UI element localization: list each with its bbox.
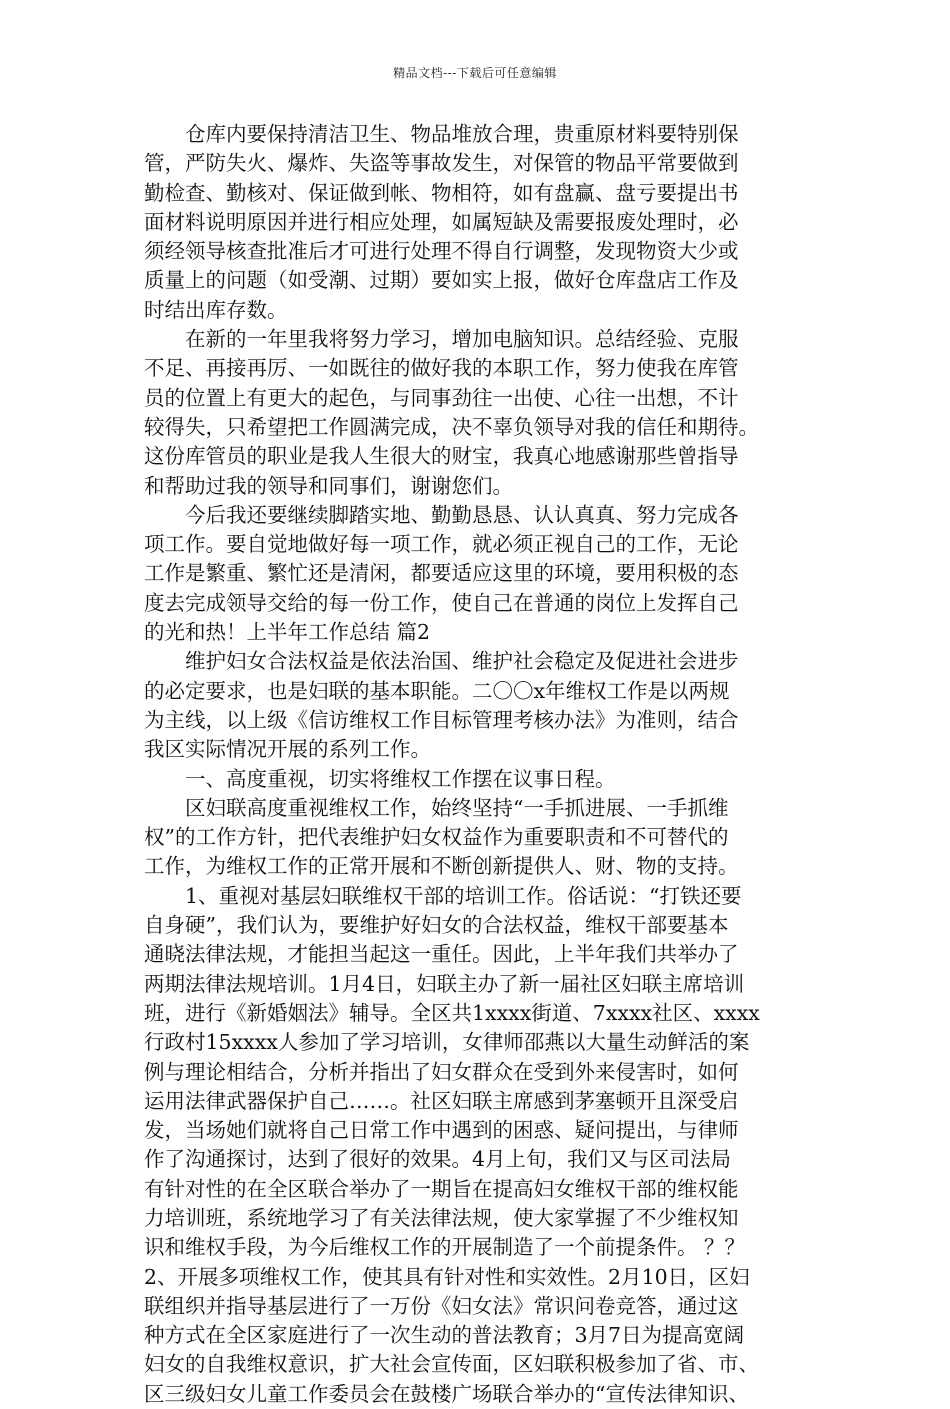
text-line: 班，进行《新婚姻法》辅导。全区共1xxxx街道、7xxxx社区、xxxx [144,1000,760,1025]
text-line: 工作，为维权工作的正常开展和不断创新提供人、财、物的支持。 [144,854,739,879]
text-line: 度去完成领导交给的每一份工作，使自己在普通的岗位上发挥自己 [144,590,739,615]
text-line: 2、开展多项维权工作，使其具有针对性和实效性。2月10日，区妇 [144,1264,750,1289]
text-line: 管，严防失火、爆炸、失盗等事故发生，对保管的物品平常要做到 [144,151,739,176]
text-line: 这份库管员的职业是我人生很大的财宝，我真心地感谢那些曾指导 [144,444,739,469]
text-line: 力培训班，系统地学习了有关法律法规，使大家掌握了不少维权知 [144,1205,739,1230]
text-line: 例与理论相结合，分析并指出了妇女群众在受到外来侵害时，如何 [144,1059,739,1084]
text-line: 有针对性的在全区联合举办了一期旨在提高妇女维权干部的维权能 [144,1176,739,1201]
text-line: 发，当场她们就将自己日常工作中遇到的困惑、疑问提出，与律师 [144,1118,739,1143]
text-line: 在新的一年里我将努力学习，增加电脑知识。总结经验、克服 [144,327,739,352]
text-line: 的光和热！上半年工作总结 篇2 [144,620,431,645]
text-line: 仓库内要保持清洁卫生、物品堆放合理，贵重原材料要特别保 [144,122,739,146]
text-line: 不足、再接再厉、一如既往的做好我的本职工作，努力使我在库管 [144,356,739,381]
text-line: 质量上的问题（如受潮、过期）要如实上报，做好仓库盘店工作及 [144,268,739,293]
text-line: 今后我还要继续脚踏实地、勤勤恳恳、认认真真、努力完成各 [144,502,739,527]
text-line: 我区实际情况开展的系列工作。 [144,737,431,762]
text-line: 妇女的自我维权意识，扩大社会宣传面，区妇联积极参加了省、市、 [144,1352,759,1377]
text-line: 种方式在全区家庭进行了一次生动的普法教育；3月7日为提高宽阔 [144,1323,745,1348]
text-line: 员的位置上有更大的起色，与同事劲往一出使、心往一出想，不计 [144,385,739,410]
text-line: 区妇联高度重视维权工作，始终坚持“一手抓进展、一手抓维 [144,795,729,820]
page-header: 精品文档---下载后可任意编辑 [393,66,557,80]
text-line: 联组织并指导基层进行了一万份《妇女法》常识问卷竞答，通过这 [144,1293,739,1318]
text-line: 和帮助过我的领导和同事们，谢谢您们。 [144,473,513,498]
text-line: 权”的工作方针，把代表维护妇女权益作为重要职责和不可替代的 [144,825,729,850]
text-line: 勤检查、勤核对、保证做到帐、物相符，如有盘赢、盘亏要提出书 [144,180,739,205]
text-line: 1、重视对基层妇联维权干部的培训工作。俗话说：“打铁还要 [144,883,742,908]
text-line: 运用法律武器保护自己……。社区妇联主席感到茅塞顿开且深受启 [144,1088,739,1113]
text-line: 时结出库存数。 [144,297,288,322]
text-line: 维护妇女合法权益是依法治国、维护社会稳定及促进社会进步 [144,649,739,674]
text-line: 的必定要求，也是妇联的基本职能。二〇〇x年维权工作是以两规 [144,678,730,703]
document-body [144,120,810,1409]
text-line: 须经领导核查批准后才可进行处理不得自行调整，发现物资大少或 [144,239,739,264]
text-line: 识和维权手段，为今后维权工作的开展制造了一个前提条件。 ？？ [144,1235,746,1260]
text-line: 行政村15xxxx人参加了学习培训，女律师邵燕以大量生动鲜活的案 [144,1030,750,1055]
text-line: 自身硬”，我们认为，要维护好妇女的合法权益，维权干部要基本 [144,913,729,938]
text-line: 区三级妇女儿童工作委员会在鼓楼广场联合举办的“宣传法律知识、 [144,1381,749,1406]
text-line: 作了沟通探讨，达到了很好的效果。4月上旬，我们又与区司法局 [144,1147,732,1172]
text-line: 面材料说明原因并进行相应处理，如属短缺及需要报废处理时，必 [144,209,739,234]
text-line: 项工作。要自觉地做好每一项工作，就必须正视自己的工作，无论 [144,532,739,557]
text-line: 工作是繁重、繁忙还是清闲，都要适应这里的环境，要用积极的态 [144,561,739,586]
text-line: 较得失，只希望把工作圆满完成，决不辜负领导对我的信任和期待。 [144,414,759,439]
text-line: 为主线，以上级《信访维权工作目标管理考核办法》为准则，结合 [144,707,739,732]
text-line: 两期法律法规培训。1月4日，妇联主办了新一届社区妇联主席培训 [144,971,745,996]
text-line: 通晓法律法规，才能担当起这一重任。因此，上半年我们共举办了 [144,942,739,967]
text-line: 一、高度重视，切实将维权工作摆在议事日程。 [144,766,616,791]
